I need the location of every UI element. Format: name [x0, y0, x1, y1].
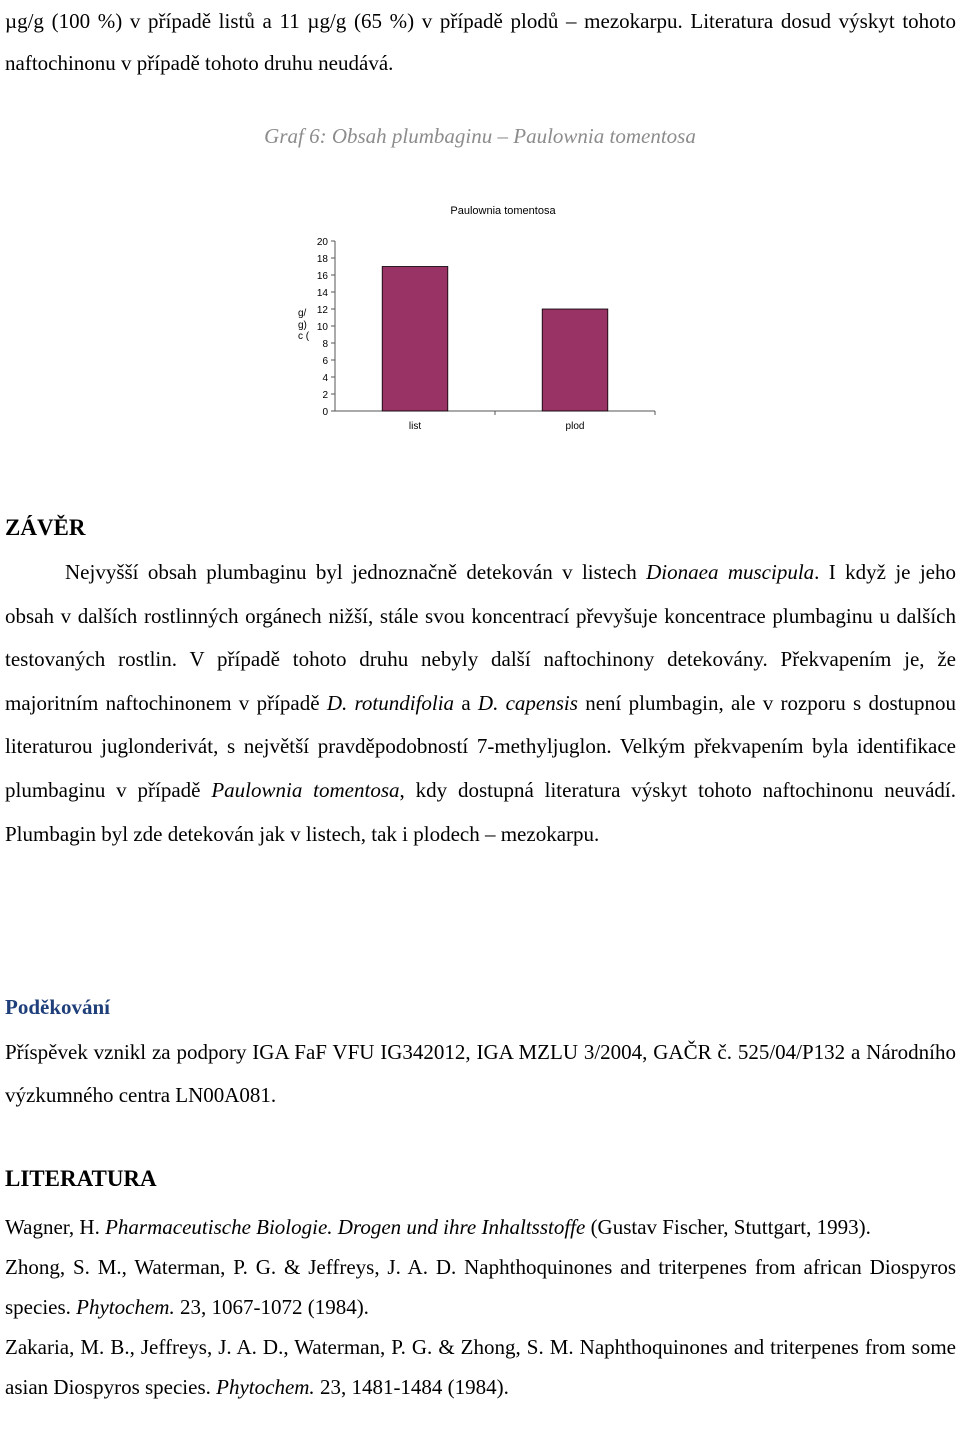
acknowledgement-heading: Poděkování — [5, 995, 111, 1019]
y-tick-label: 16 — [316, 271, 328, 282]
y-tick-label: 14 — [316, 288, 328, 299]
y-tick-label: 10 — [316, 322, 328, 333]
y-tick-label: 8 — [322, 339, 328, 350]
y-tick-label: 0 — [322, 407, 328, 418]
conclusion-paragraph: Nejvyšší obsah plumbaginu byl jednoznačně detekován v listech Dionaea muscipula. I když je jeho obsah v dalších rostlinných orgánech nižší, stále svou koncentrací převyšuje koncentrace plumbaginu u dalších testovaných rostlin. V případě tohoto druhu nebyly další naftochinony detekovány. Překvapením je, že majoritním naftochinonem v případě D. rotundifolia a D. capensis není plumbagin, ale v rozporu s dostupnou literaturou juglonderivát, s největší pravděpodobností 7-methyljuglon. Velkým překvapením byla identifikace plumbaginu v případě Paulownia tomentosa, kdy dostupná literatura výskyt tohoto naftochinonu neuvádí. Plumbagin byl zde detekován jak v listech, tak i plodech – mezokarpu. — [5, 560, 956, 846]
intro-paragraph: µg/g (100 %) v případě listů a 11 µg/g (65 %) v případě plodů – mezokarpu. Literatura dosud výskyt tohoto naftochinonu v případě tohoto druhu neudává. — [5, 9, 956, 75]
y-tick-label: 2 — [322, 390, 328, 401]
bar-list — [382, 267, 448, 412]
species-name: D. capensis — [477, 690, 578, 715]
x-tick-label: list — [408, 421, 422, 432]
references-list — [5, 1207, 956, 1407]
y-axis-label: c ( — [298, 331, 310, 342]
acknowledgement-paragraph: Příspěvek vznikl za podpory IGA FaF VFU IG342012, IGA MZLU 3/2004, GAČR č. 525/04/P132 a Národního výzkumného centra LN00A081. — [5, 1040, 956, 1107]
bar-plod — [542, 309, 608, 411]
species-name: D. rotundifolia — [326, 690, 455, 715]
y-tick-label: 4 — [322, 373, 328, 384]
chart-title: Paulownia tomentosa — [450, 205, 556, 217]
species-name: Dionaea muscipula — [646, 560, 815, 584]
y-tick-label: 18 — [316, 254, 328, 265]
y-axis-label: g/ — [298, 308, 307, 319]
reference-item: Wagner, H. Pharmaceutische Biologie. Drogen und ihre Inhaltsstoffe (Gustav Fischer, Stuttgart, 1993). — [5, 1215, 871, 1239]
x-tick-label: plod — [565, 421, 585, 432]
references-heading: LITERATURA — [5, 1166, 157, 1191]
conclusion-heading: ZÁVĚR — [5, 515, 86, 540]
y-tick-label: 6 — [322, 356, 328, 367]
reference-item: Zhong, S. M., Waterman, P. G. & Jeffreys, J. A. D. Naphthoquinones and triterpenes from african Diospyros species. Phytochem. 23, 1067-1072 (1984). — [5, 1255, 956, 1319]
species-name: Paulownia tomentosa — [211, 777, 400, 802]
y-tick-label: 20 — [316, 237, 328, 248]
y-axis-label: g) — [298, 320, 307, 331]
y-tick-label: 12 — [316, 305, 328, 316]
bar-chart — [290, 196, 670, 446]
reference-item: Zakaria, M. B., Jeffreys, J. A. D., Waterman, P. G. & Zhong, S. M. Naphthoquinones and triterpenes from some asian Diospyros species. Phytochem. 23, 1481-1484 (1984). — [5, 1335, 956, 1399]
figure-caption: Graf 6: Obsah plumbaginu – Paulownia tomentosa — [264, 124, 696, 148]
